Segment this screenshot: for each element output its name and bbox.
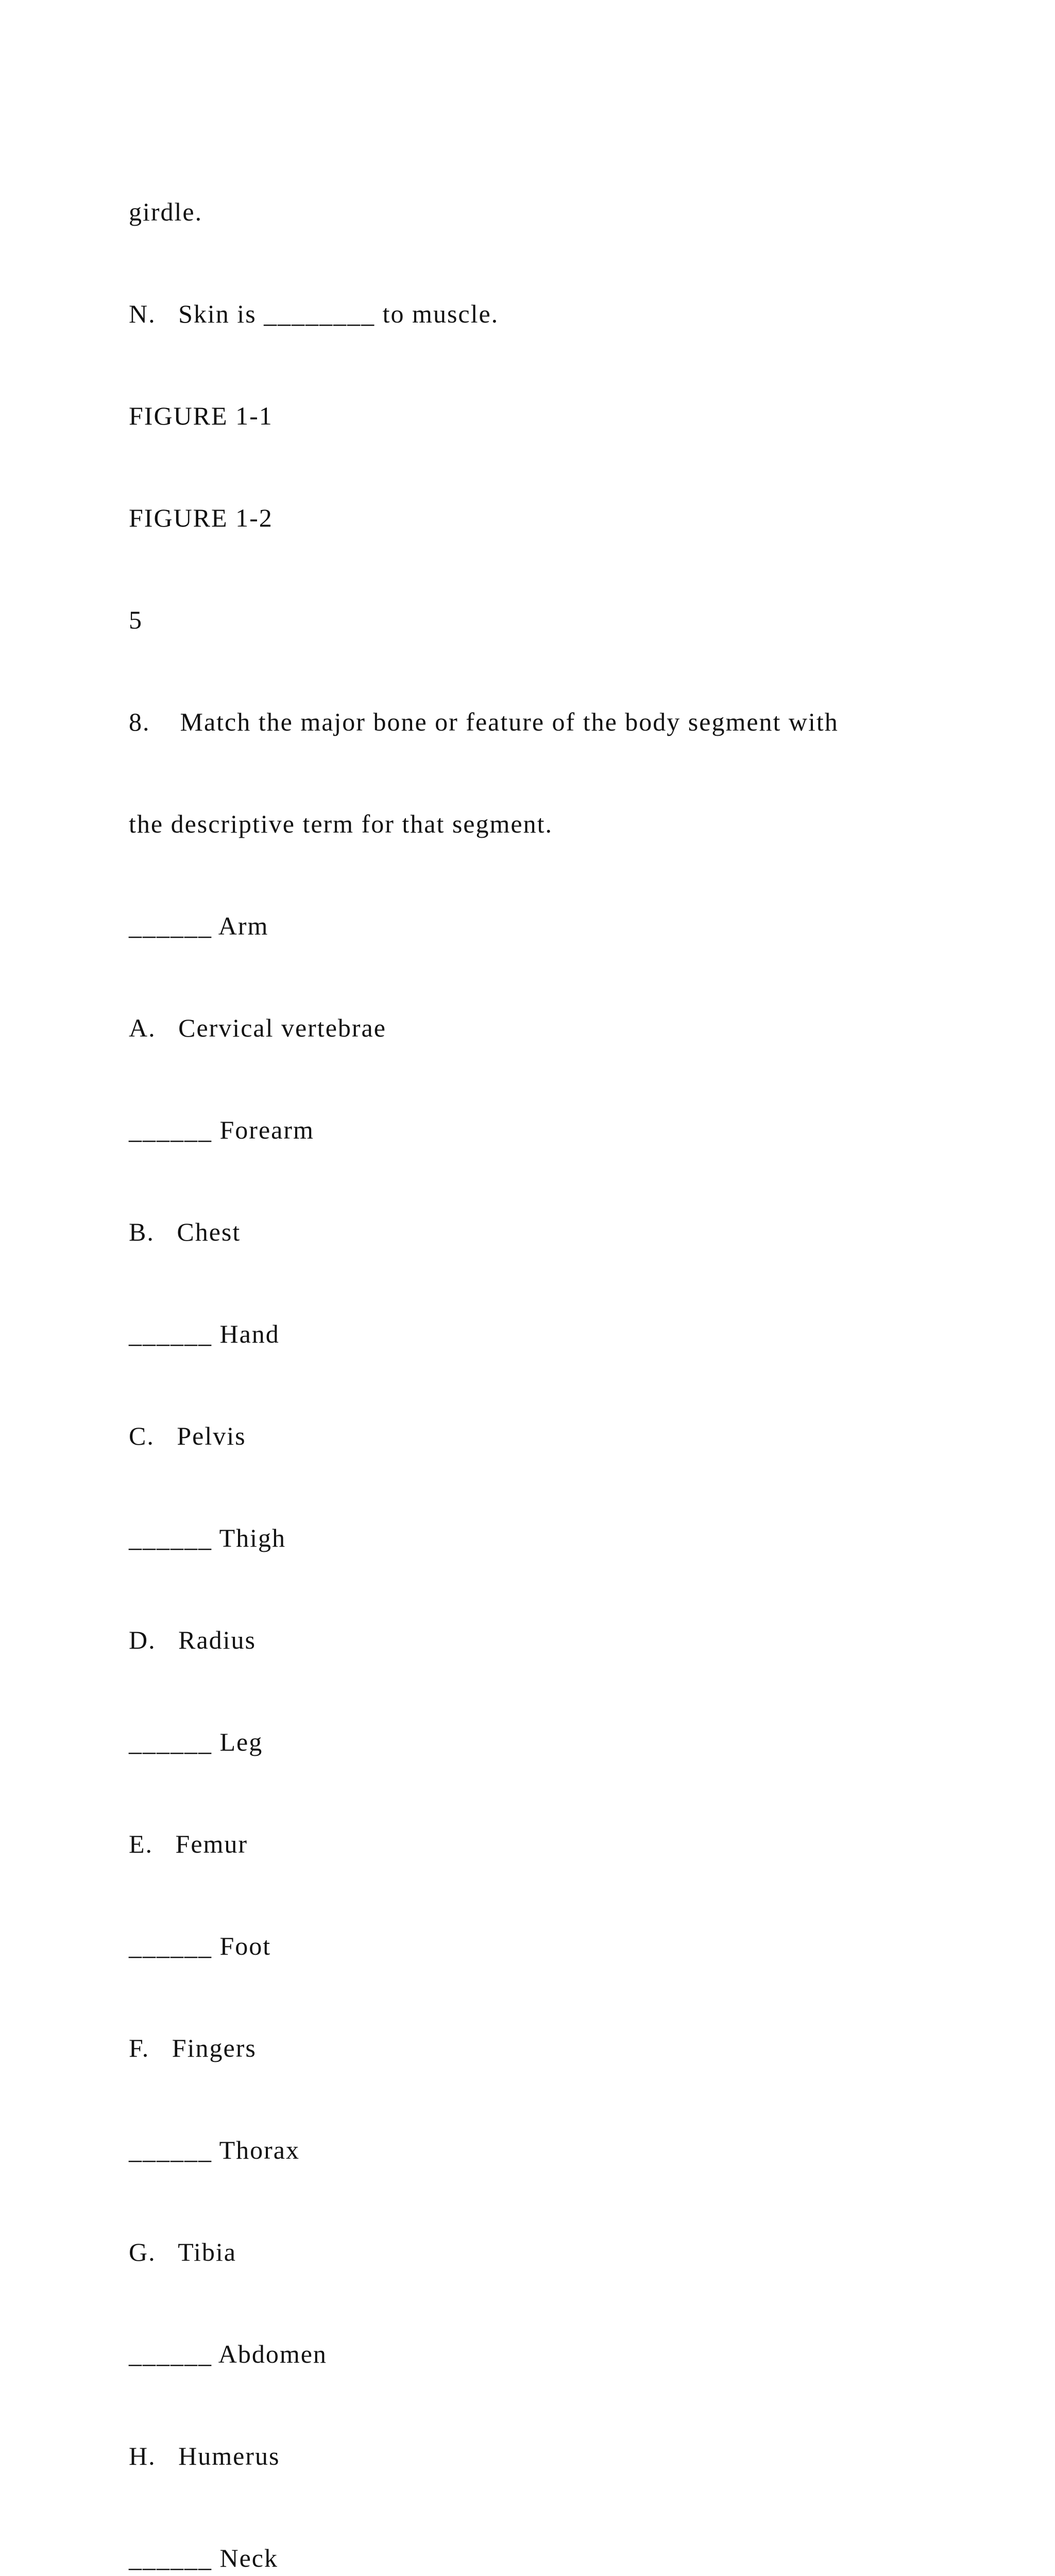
- match-blank: ______ Abdomen: [129, 2340, 327, 2368]
- match-blank: ______ Hand: [129, 1319, 280, 1348]
- match-blank: ______ Neck: [129, 2544, 278, 2572]
- match-blank: ______ Leg: [129, 1727, 263, 1756]
- match-option: C. Pelvis: [129, 1421, 246, 1450]
- match-option: G. Tibia: [129, 2238, 236, 2266]
- text-line: N. Skin is ________ to muscle.: [129, 299, 499, 328]
- match-blank: ______ Thorax: [129, 2136, 300, 2164]
- match-option: A. Cervical vertebrae: [129, 1013, 386, 1042]
- match-option: E. Femur: [129, 1829, 248, 1858]
- page-number: 5: [129, 605, 143, 634]
- text-line: girdle.: [129, 197, 203, 226]
- match-blank: ______ Arm: [129, 911, 269, 940]
- match-option: B. Chest: [129, 1217, 241, 1246]
- match-blank: ______ Foot: [129, 1931, 271, 1960]
- document-page: [129, 127, 932, 2576]
- text-line: FIGURE 1-2: [129, 503, 273, 532]
- match-option: D. Radius: [129, 1625, 256, 1654]
- match-option: F. Fingers: [129, 2033, 257, 2062]
- match-blank: ______ Thigh: [129, 1523, 286, 1552]
- text-line: the descriptive term for that segment.: [129, 809, 553, 838]
- text-line: FIGURE 1-1: [129, 401, 273, 430]
- match-blank: ______ Forearm: [129, 1115, 314, 1144]
- question-8: 8. Match the major bone or feature of the body segment with: [129, 707, 839, 736]
- match-option: H. Humerus: [129, 2442, 280, 2470]
